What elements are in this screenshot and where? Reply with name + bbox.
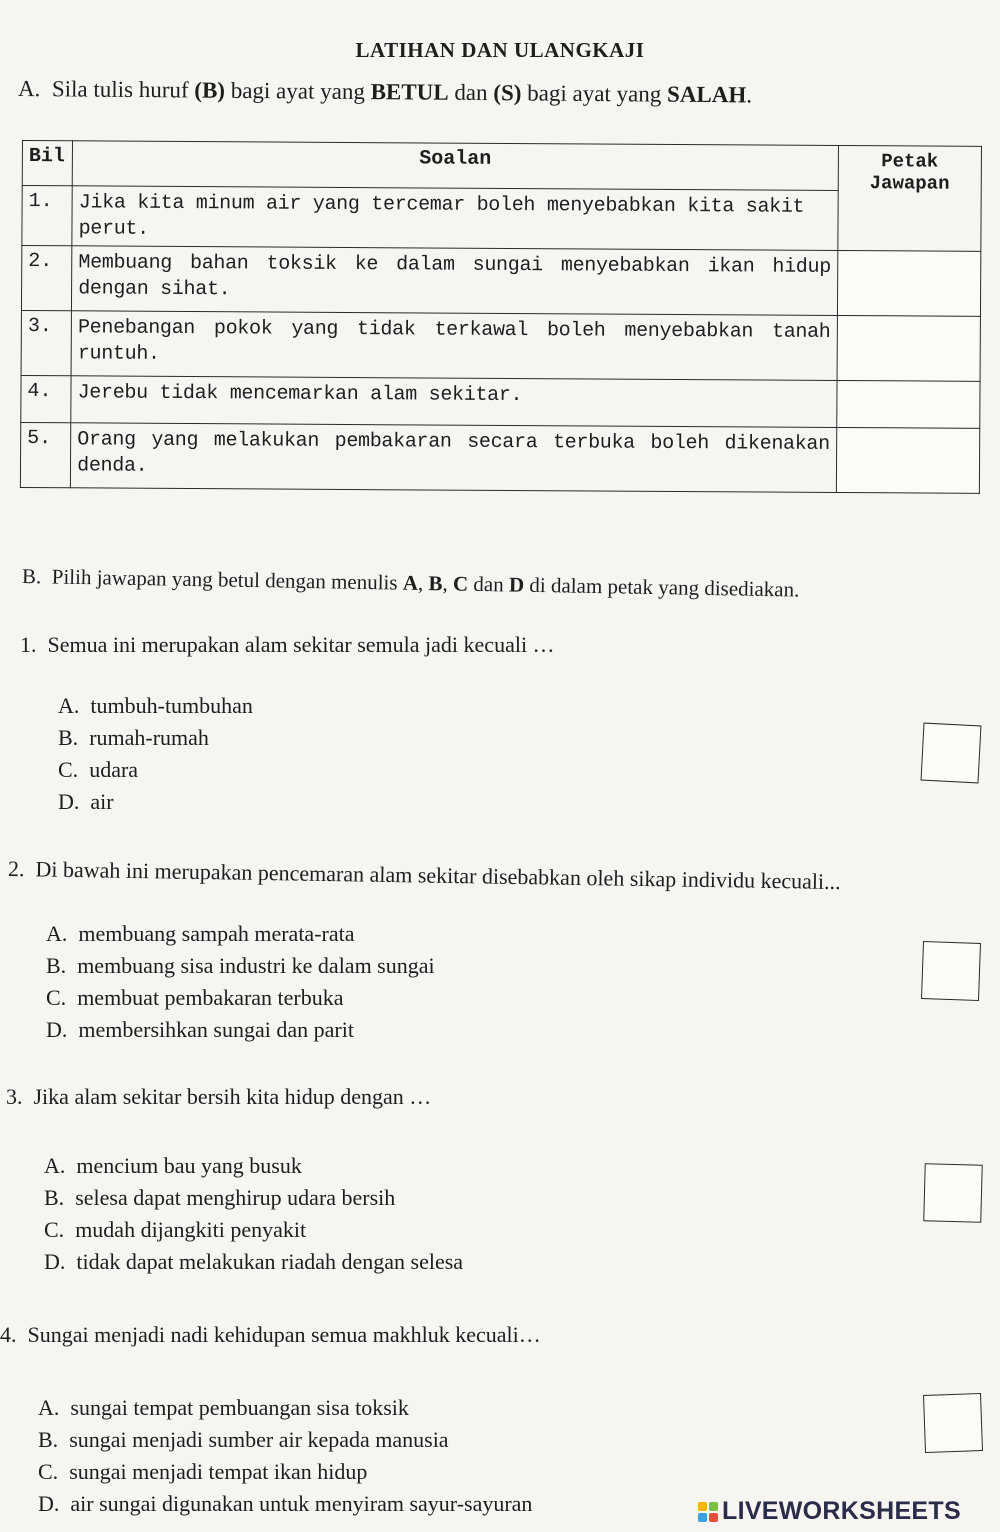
section-a-instruction — [18, 76, 752, 108]
row-number: 1. — [22, 186, 73, 246]
question-number: 2. — [7, 856, 25, 882]
option-letter: A. — [58, 693, 80, 718]
section-a-text: bagi ayat yang — [224, 77, 371, 105]
question-4-answer-box[interactable] — [923, 1393, 983, 1453]
row-statement: Orang yang melakukan pembakaran secara terbuka boleh dikenakan denda. — [71, 423, 837, 493]
option-d — [44, 1246, 463, 1278]
option-a — [38, 1392, 532, 1424]
option-letter: A. — [44, 1153, 66, 1178]
option-text: membuang sampah merata-rata — [78, 921, 355, 946]
row-number: 4. — [21, 376, 71, 423]
option-c — [44, 1214, 463, 1246]
row-statement: Penebangan pokok yang tidak terkawal boleh menyebabkan tanah runtuh. — [71, 311, 837, 381]
row-number: 2. — [21, 246, 72, 311]
row-statement: Jika kita minum air yang tercemar boleh menyebabkan kita sakit perut. — [72, 186, 838, 251]
liveworksheets-brand — [698, 1497, 961, 1526]
table-header-row — [22, 141, 981, 192]
answer-input-cell[interactable] — [836, 381, 980, 429]
section-a-label: A. — [17, 76, 41, 102]
option-text: membuang sisa industri ke dalam sungai — [77, 953, 435, 978]
table-row — [21, 311, 980, 382]
answer-input-cell[interactable] — [837, 251, 981, 317]
option-text: tidak dapat melakukan riadah dengan selesa — [76, 1249, 464, 1274]
option-letter: A. — [46, 921, 68, 946]
question-4 — [0, 1322, 541, 1348]
question-text: Semua ini merupakan alam sekitar semula jadi kecuali … — [47, 632, 555, 657]
option-c — [58, 754, 253, 786]
question-text: Jika alam sekitar bersih kita hidup dengan … — [33, 1084, 432, 1109]
question-2 — [8, 856, 841, 895]
header-soalan: Soalan — [72, 141, 838, 191]
true-false-table — [20, 140, 982, 494]
option-d — [46, 1014, 435, 1046]
question-text: Di bawah ini merupakan pencemaran alam sekitar disebabkan oleh sikap individu kecuali... — [35, 856, 841, 895]
option-b — [44, 1182, 463, 1214]
section-a-betul: BETUL — [370, 79, 449, 105]
question-stem — [8, 856, 841, 895]
question-2-options — [46, 918, 435, 1046]
true-false-table-wrapper — [20, 140, 982, 508]
letter-d: D — [508, 572, 525, 597]
option-c — [38, 1456, 532, 1488]
option-text: air sungai digunakan untuk menyiram sayur-sayuran — [70, 1491, 533, 1516]
section-b-label: B. — [21, 564, 42, 589]
section-a-s-code: (S) — [493, 80, 522, 106]
question-3-options — [44, 1150, 463, 1278]
question-number: 4. — [0, 1322, 17, 1347]
logo-square — [698, 1513, 707, 1522]
question-1-options — [58, 690, 253, 818]
section-a-salah: SALAH — [666, 81, 747, 108]
question-stem — [0, 1322, 541, 1348]
answer-input-cell[interactable] — [836, 428, 980, 494]
option-letter: B. — [38, 1427, 59, 1452]
question-3-answer-box[interactable] — [923, 1163, 982, 1222]
option-text: sungai menjadi tempat ikan hidup — [69, 1459, 368, 1484]
option-c — [46, 982, 435, 1014]
brand-name: LIVEWORKSHEETS — [722, 1497, 961, 1525]
option-b — [58, 722, 253, 754]
option-a — [46, 918, 435, 950]
option-letter: C. — [46, 985, 67, 1010]
answer-input-cell[interactable] — [837, 316, 981, 382]
section-b-text: dan — [467, 571, 510, 597]
row-statement: Membuang bahan toksik ke dalam sungai menyebabkan ikan hidup dengan sihat. — [72, 246, 838, 316]
option-text: sungai menjadi sumber air kepada manusia — [69, 1427, 449, 1452]
option-text: selesa dapat menghirup udara bersih — [75, 1185, 396, 1210]
option-text: tumbuh-tumbuhan — [90, 693, 253, 718]
option-letter: C. — [38, 1459, 59, 1484]
question-2-answer-box[interactable] — [921, 941, 981, 1001]
logo-square — [709, 1513, 718, 1522]
header-petak-jawapan: Petak Jawapan — [838, 145, 982, 251]
section-a-text: Sila tulis huruf — [51, 76, 195, 103]
table-row — [20, 423, 979, 494]
table-row — [21, 246, 980, 317]
section-a-b-code: (B) — [194, 77, 226, 103]
section-b-instruction — [22, 564, 982, 606]
page-title: LATIHAN DAN ULANGKAJI — [355, 38, 645, 62]
option-letter: A. — [38, 1395, 60, 1420]
table-row — [21, 376, 980, 429]
section-b-text: Pilih jawapan yang betul dengan menulis — [51, 564, 404, 595]
section-a-text: bagi ayat yang — [521, 80, 668, 107]
option-a — [58, 690, 253, 722]
section-b-separator: , — [417, 570, 429, 596]
option-d — [38, 1488, 532, 1520]
question-3 — [6, 1084, 431, 1110]
section-a-text: . — [746, 82, 753, 108]
option-b — [46, 950, 435, 982]
option-a — [44, 1150, 463, 1182]
section-b-separator: , — [442, 571, 454, 596]
section-b-text: di dalam petak yang disediakan. — [523, 572, 800, 602]
option-letter: D. — [38, 1491, 60, 1516]
option-text: membuat pembakaran terbuka — [77, 985, 344, 1010]
question-1 — [20, 632, 555, 658]
option-b — [38, 1424, 532, 1456]
row-statement: Jerebu tidak mencemarkan alam sekitar. — [71, 376, 837, 428]
option-text: sungai tempat pembuangan sisa toksik — [70, 1395, 409, 1420]
option-text: udara — [89, 757, 139, 782]
option-letter: C. — [44, 1217, 65, 1242]
option-letter: B. — [44, 1185, 65, 1210]
letter-b: B — [428, 571, 443, 596]
option-letter: D. — [46, 1017, 68, 1042]
option-letter: D. — [44, 1249, 66, 1274]
question-stem — [6, 1084, 431, 1110]
option-text: air — [90, 789, 114, 814]
option-d — [58, 786, 253, 818]
letter-a: A — [402, 570, 419, 595]
question-stem — [20, 632, 555, 658]
logo-square — [709, 1502, 718, 1511]
row-number: 3. — [21, 311, 72, 376]
question-1-answer-box[interactable] — [921, 723, 982, 784]
question-4-options — [38, 1392, 532, 1520]
option-text: mencium bau yang busuk — [76, 1153, 302, 1178]
section-a-text: dan — [448, 79, 494, 106]
logo-square — [698, 1502, 707, 1511]
liveworksheets-logo-icon — [698, 1502, 718, 1522]
option-letter: B. — [46, 953, 67, 978]
question-number: 1. — [20, 632, 37, 657]
question-text: Sungai menjadi nadi kehidupan semua makhluk kecuali… — [27, 1322, 541, 1347]
letter-c: C — [452, 571, 469, 596]
option-text: rumah-rumah — [89, 725, 209, 750]
question-number: 3. — [6, 1084, 23, 1109]
option-letter: B. — [58, 725, 79, 750]
option-letter: C. — [58, 757, 79, 782]
option-letter: D. — [58, 789, 80, 814]
option-text: mudah dijangkiti penyakit — [75, 1217, 307, 1242]
row-number: 5. — [20, 423, 71, 488]
table-row — [22, 186, 981, 252]
header-bil: Bil — [22, 141, 72, 186]
option-text: membersihkan sungai dan parit — [78, 1017, 354, 1042]
